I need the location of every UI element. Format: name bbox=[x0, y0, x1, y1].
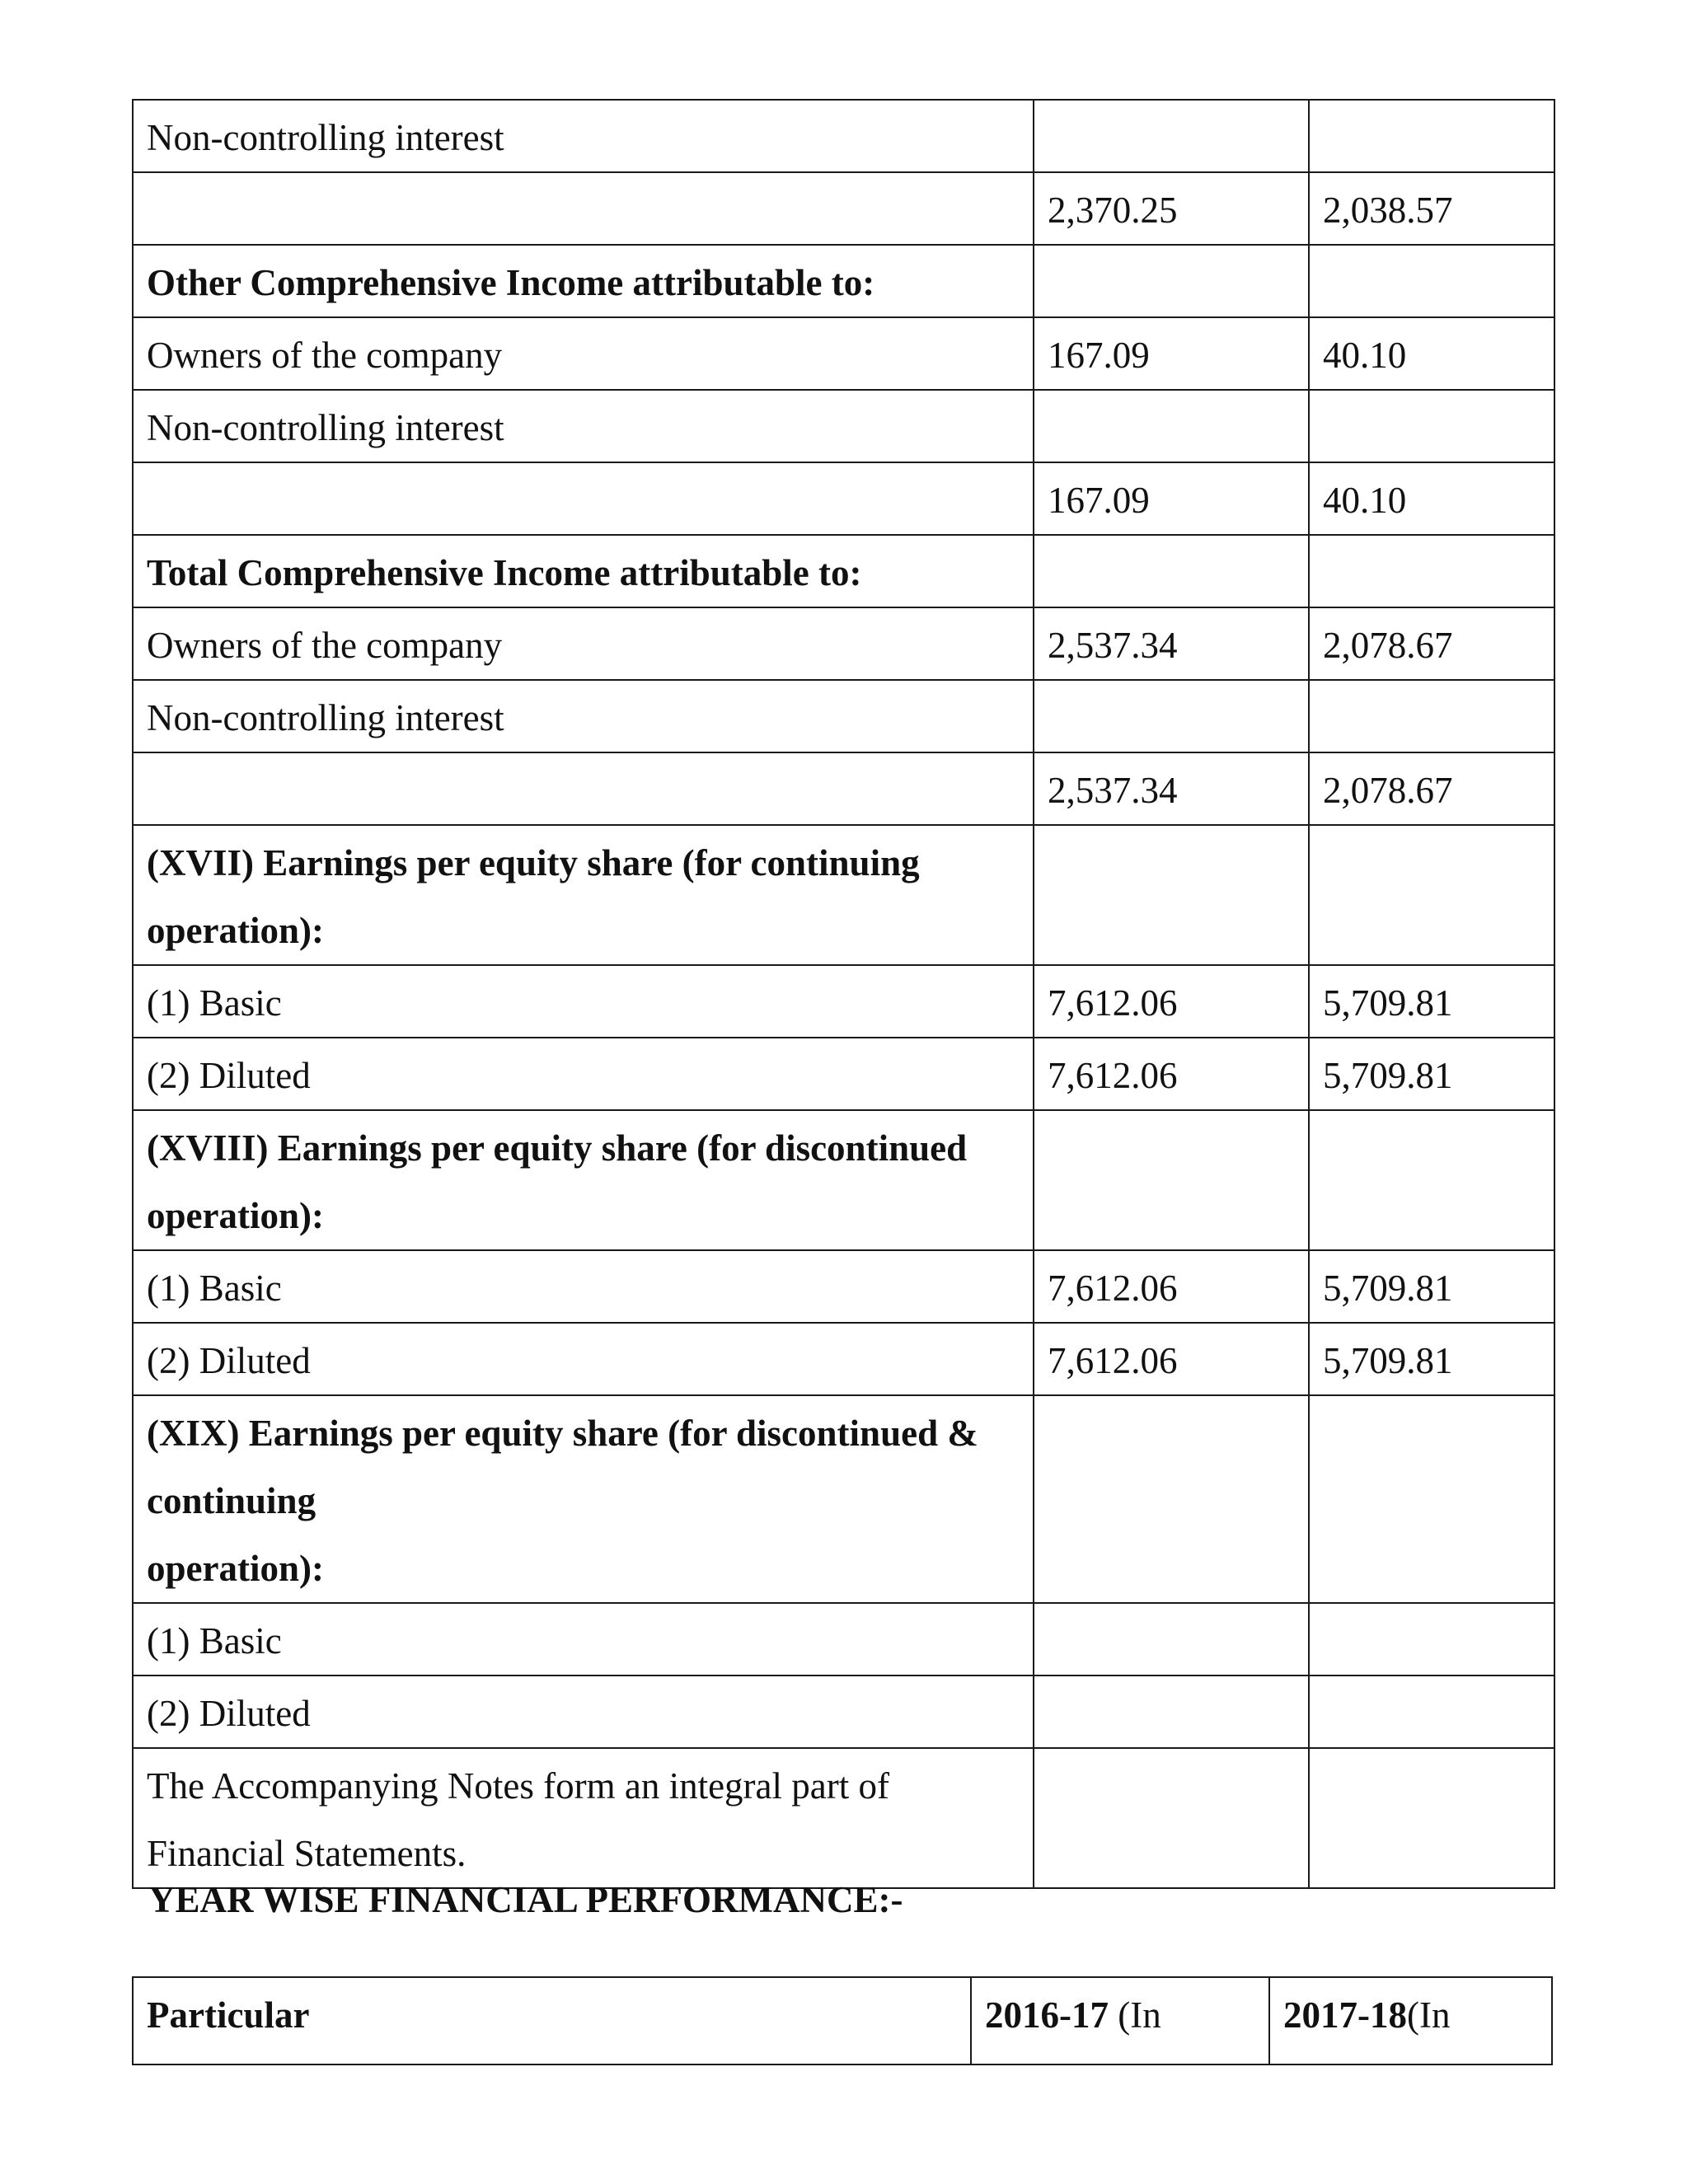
value-cell-previous bbox=[1309, 535, 1554, 607]
value-cell-previous: 2,078.67 bbox=[1309, 752, 1554, 825]
row-label bbox=[133, 752, 1034, 825]
row-label-text: (2) Diluted bbox=[147, 1055, 311, 1096]
value-cell-previous bbox=[1309, 1110, 1554, 1250]
row-label-text: Other Comprehensive Income attributable to: bbox=[147, 262, 875, 303]
value-cell-previous: 2,038.57 bbox=[1309, 172, 1554, 245]
value-cell-previous: 5,709.81 bbox=[1309, 1323, 1554, 1395]
row-label-line: The Accompanying Notes form an integral part of bbox=[147, 1765, 889, 1807]
row-label-text: (1) Basic bbox=[147, 1268, 282, 1309]
row-label-text: (2) Diluted bbox=[147, 1693, 311, 1734]
value-cell-previous bbox=[1309, 1395, 1554, 1603]
value-cell-current: 2,370.25 bbox=[1034, 172, 1309, 245]
value-cell-current: 7,612.06 bbox=[1034, 1250, 1309, 1323]
table-row bbox=[133, 100, 1554, 172]
table-row bbox=[133, 752, 1554, 825]
value-cell-previous bbox=[1309, 1603, 1554, 1675]
section-heading: YEAR WISE FINANCIAL PERFORMANCE:- bbox=[148, 1879, 903, 1920]
value-cell-current bbox=[1034, 1675, 1309, 1748]
row-label bbox=[133, 1675, 1034, 1748]
row-label bbox=[133, 317, 1034, 390]
row-label bbox=[133, 172, 1034, 245]
value-cell-previous: 5,709.81 bbox=[1309, 965, 1554, 1038]
header-2017-18: 2017-18(In bbox=[1269, 1977, 1552, 2064]
value-cell-previous: 2,078.67 bbox=[1309, 607, 1554, 680]
row-label-line: (XIX) Earnings per equity share (for discontinued & bbox=[147, 1413, 978, 1454]
value-cell-current bbox=[1034, 245, 1309, 317]
row-label bbox=[133, 680, 1034, 752]
row-label-line: operation): bbox=[147, 1548, 324, 1589]
row-label-text: (1) Basic bbox=[147, 982, 282, 1024]
value-cell-previous: 5,709.81 bbox=[1309, 1038, 1554, 1110]
statement-table-body bbox=[133, 100, 1554, 1888]
value-cell-current: 2,537.34 bbox=[1034, 607, 1309, 680]
table-row bbox=[133, 1323, 1554, 1395]
value-cell-current bbox=[1034, 680, 1309, 752]
value-cell-previous: 5,709.81 bbox=[1309, 1250, 1554, 1323]
table-row bbox=[133, 965, 1554, 1038]
row-label-text: Non-controlling interest bbox=[147, 407, 504, 448]
value-cell-previous bbox=[1309, 1675, 1554, 1748]
value-cell-previous bbox=[1309, 1748, 1554, 1888]
row-label bbox=[133, 607, 1034, 680]
row-label-line: operation): bbox=[147, 910, 324, 951]
value-cell-current bbox=[1034, 1603, 1309, 1675]
value-cell-current: 7,612.06 bbox=[1034, 1038, 1309, 1110]
value-cell-previous bbox=[1309, 100, 1554, 172]
row-label-text: Total Comprehensive Income attributable to: bbox=[147, 552, 862, 593]
row-label-text: (1) Basic bbox=[147, 1620, 282, 1661]
table-row bbox=[133, 462, 1554, 535]
value-cell-previous bbox=[1309, 825, 1554, 965]
value-cell-previous: 40.10 bbox=[1309, 462, 1554, 535]
table-row bbox=[133, 825, 1554, 965]
row-label bbox=[133, 245, 1034, 317]
table-row bbox=[133, 1250, 1554, 1323]
table-row bbox=[133, 1675, 1554, 1748]
value-cell-current: 2,537.34 bbox=[1034, 752, 1309, 825]
table-row bbox=[133, 172, 1554, 245]
row-label bbox=[133, 965, 1034, 1038]
value-cell-current bbox=[1034, 825, 1309, 965]
row-label bbox=[133, 1323, 1034, 1395]
row-label-text: Non-controlling interest bbox=[147, 117, 504, 158]
value-cell-current bbox=[1034, 100, 1309, 172]
table-row bbox=[133, 390, 1554, 462]
value-cell-current: 7,612.06 bbox=[1034, 1323, 1309, 1395]
header-particular: Particular bbox=[133, 1977, 971, 2064]
performance-header-row bbox=[133, 1977, 1552, 2064]
performance-table bbox=[132, 1976, 1553, 2065]
statement-table bbox=[132, 99, 1555, 1889]
value-cell-current bbox=[1034, 535, 1309, 607]
table-row bbox=[133, 245, 1554, 317]
table-row bbox=[133, 1748, 1554, 1888]
row-label bbox=[133, 825, 1034, 965]
row-label bbox=[133, 1250, 1034, 1323]
table-row bbox=[133, 607, 1554, 680]
table-row bbox=[133, 1395, 1554, 1603]
row-label-text: Non-controlling interest bbox=[147, 697, 504, 738]
row-label bbox=[133, 390, 1034, 462]
value-cell-current bbox=[1034, 1110, 1309, 1250]
table-row bbox=[133, 1603, 1554, 1675]
value-cell-previous bbox=[1309, 245, 1554, 317]
value-cell-previous bbox=[1309, 680, 1554, 752]
value-cell-current bbox=[1034, 1395, 1309, 1603]
value-cell-current bbox=[1034, 1748, 1309, 1888]
row-label-line: operation): bbox=[147, 1195, 324, 1236]
row-label bbox=[133, 535, 1034, 607]
row-label-line: (XVIII) Earnings per equity share (for discontinued bbox=[147, 1127, 968, 1169]
table-row bbox=[133, 680, 1554, 752]
row-label bbox=[133, 462, 1034, 535]
table-row bbox=[133, 317, 1554, 390]
row-label bbox=[133, 1395, 1034, 1603]
row-label bbox=[133, 1110, 1034, 1250]
row-label-text: Owners of the company bbox=[147, 335, 503, 376]
value-cell-current bbox=[1034, 390, 1309, 462]
row-label-text: Owners of the company bbox=[147, 625, 503, 666]
value-cell-current: 7,612.06 bbox=[1034, 965, 1309, 1038]
row-label-line: Financial Statements. bbox=[147, 1833, 467, 1874]
header-2016-17: 2016-17 (In bbox=[971, 1977, 1269, 2064]
value-cell-current: 167.09 bbox=[1034, 462, 1309, 535]
row-label-text: (2) Diluted bbox=[147, 1340, 311, 1381]
value-cell-previous bbox=[1309, 390, 1554, 462]
value-cell-previous: 40.10 bbox=[1309, 317, 1554, 390]
table-row bbox=[133, 535, 1554, 607]
row-label-line: continuing bbox=[147, 1480, 316, 1521]
row-label bbox=[133, 1603, 1034, 1675]
row-label-line: (XVII) Earnings per equity share (for continuing bbox=[147, 842, 920, 883]
row-label bbox=[133, 100, 1034, 172]
value-cell-current: 167.09 bbox=[1034, 317, 1309, 390]
table-row bbox=[133, 1038, 1554, 1110]
row-label bbox=[133, 1748, 1034, 1888]
row-label bbox=[133, 1038, 1034, 1110]
table-row bbox=[133, 1110, 1554, 1250]
